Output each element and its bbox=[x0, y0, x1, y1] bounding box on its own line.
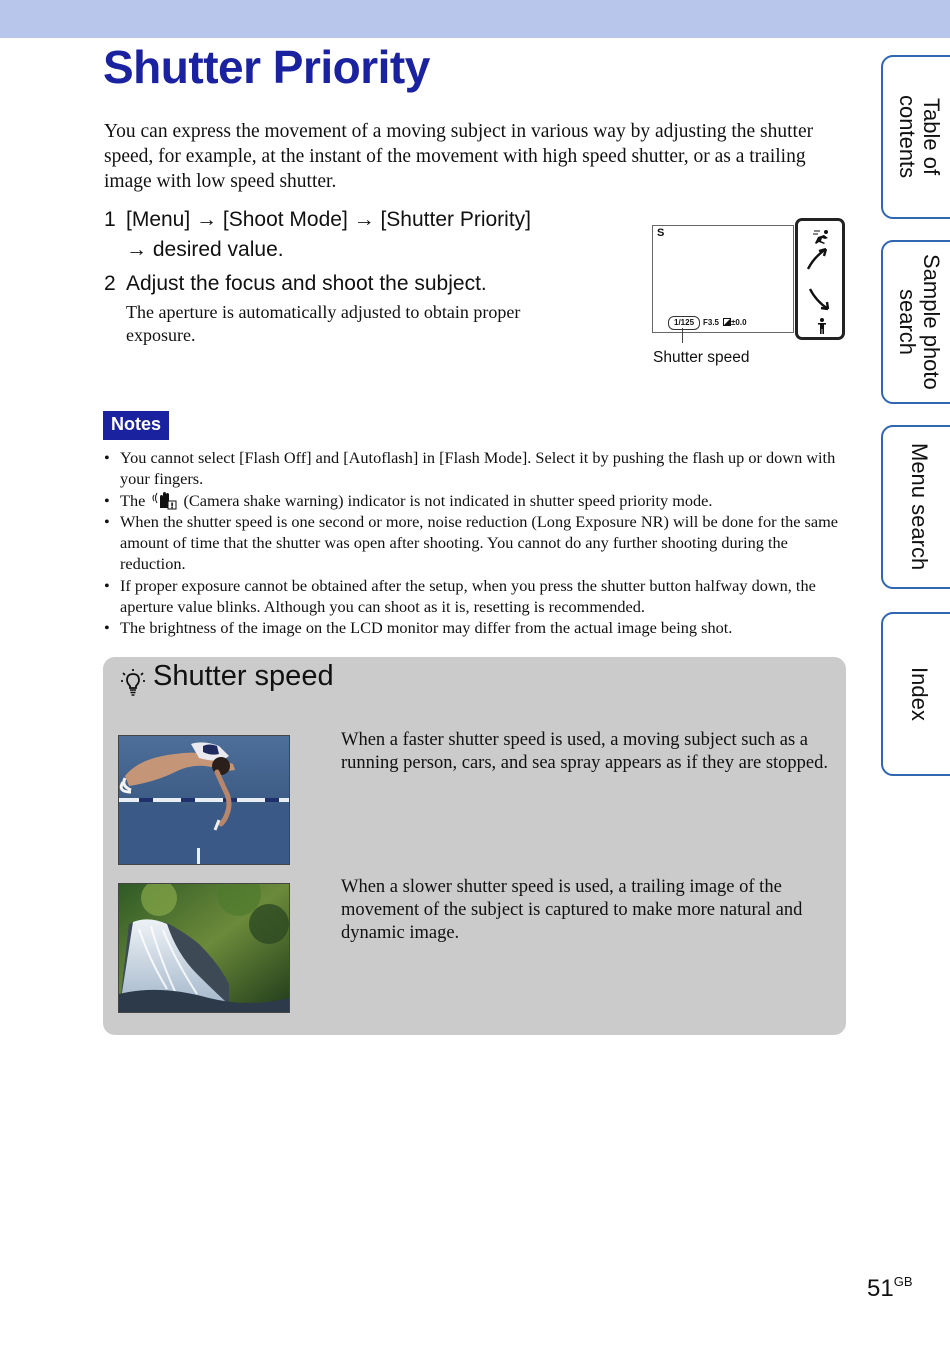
tab-label: Sample photo search bbox=[895, 254, 944, 390]
tab-menu-search[interactable] bbox=[881, 425, 950, 589]
step-1-number: 1 bbox=[104, 208, 116, 231]
page-number bbox=[867, 1274, 913, 1303]
caption-leader-line bbox=[682, 328, 683, 343]
shutter-speed-value: 1/125 bbox=[668, 316, 700, 330]
motion-arrows-icon bbox=[798, 221, 842, 337]
hint-title: Shutter speed bbox=[153, 660, 334, 692]
note-text-after: (Camera shake warning) indicator is not indicated in shutter speed priority mode. bbox=[183, 490, 713, 510]
tab-table-of-contents[interactable] bbox=[881, 55, 950, 219]
note-item: • When the shutter speed is one second or more, noise reduction (Long Exposure NR) will be done for the same amount of time that the shutter was open after shooting. You cannot do any further shooting during the reduction. bbox=[104, 511, 846, 575]
page-title: Shutter Priority bbox=[103, 41, 430, 93]
notes-list bbox=[104, 447, 846, 639]
note-item: • You cannot select [Flash Off] and [Autoflash] in [Flash Mode]. Select it by pushing the flash up or down with your fingers. bbox=[104, 447, 846, 490]
step-1-text: [Menu] → [Shoot Mode] → [Shutter Priority] bbox=[126, 208, 531, 231]
exposure-value bbox=[723, 318, 747, 327]
aperture-value: F3.5 bbox=[703, 318, 720, 327]
high-jumper-photo bbox=[118, 735, 290, 865]
step-2-detail: The aperture is automatically adjusted to obtain proper exposure. bbox=[126, 302, 521, 345]
lightbulb-icon bbox=[119, 666, 147, 696]
lcd-screen-diagram bbox=[652, 225, 794, 333]
step-2-text: Adjust the focus and shoot the subject. bbox=[126, 272, 487, 295]
step-1-text-2: → desired value. bbox=[126, 238, 284, 261]
tab-label: Index bbox=[907, 667, 932, 721]
top-banner bbox=[0, 0, 950, 38]
step-2-number: 2 bbox=[104, 272, 116, 295]
note-text-before: The bbox=[120, 490, 146, 510]
mode-indicator: S bbox=[657, 227, 665, 239]
ev-icon bbox=[723, 318, 731, 326]
tab-label: Menu search bbox=[907, 443, 932, 571]
hint-box bbox=[103, 657, 846, 1035]
screen-caption: Shutter speed bbox=[653, 349, 750, 366]
tab-label: Table of contents bbox=[895, 95, 944, 179]
note-item: • If proper exposure cannot be obtained after the setup, when you press the shutter button halfway down, the aperture value blinks. Although you can shoot as it is, resetting is recommended. bbox=[104, 575, 846, 618]
slow-shutter-description: When a slower shutter speed is used, a trailing image of the movement of the subject is captured to make more natural and dynamic image. bbox=[341, 877, 803, 943]
fast-shutter-description: When a faster shutter speed is used, a moving subject such as a running person, cars, and sea spray appears as if they are stopped. bbox=[341, 730, 828, 773]
waterfall-photo bbox=[118, 883, 290, 1013]
page-number-suffix: GB bbox=[893, 1274, 913, 1289]
note-item: • The brightness of the image on the LCD monitor may differ from the actual image being shot. bbox=[104, 617, 846, 638]
tab-sample-photo-search[interactable] bbox=[881, 240, 950, 404]
note-item bbox=[104, 490, 846, 511]
exposure-value-text: ±0.0 bbox=[731, 318, 747, 327]
camera-shake-warning-icon bbox=[151, 491, 177, 510]
mode-dial-diagram bbox=[795, 218, 845, 340]
intro-paragraph: You can express the movement of a moving subject in various way by adjusting the shutter speed, for example, at the instant of the movement with high speed shutter, or as a trailing image with low speed shutter. bbox=[104, 121, 814, 192]
tab-index[interactable] bbox=[881, 612, 950, 776]
notes-label: Notes bbox=[103, 411, 169, 440]
page-number-value: 51 bbox=[867, 1275, 894, 1302]
